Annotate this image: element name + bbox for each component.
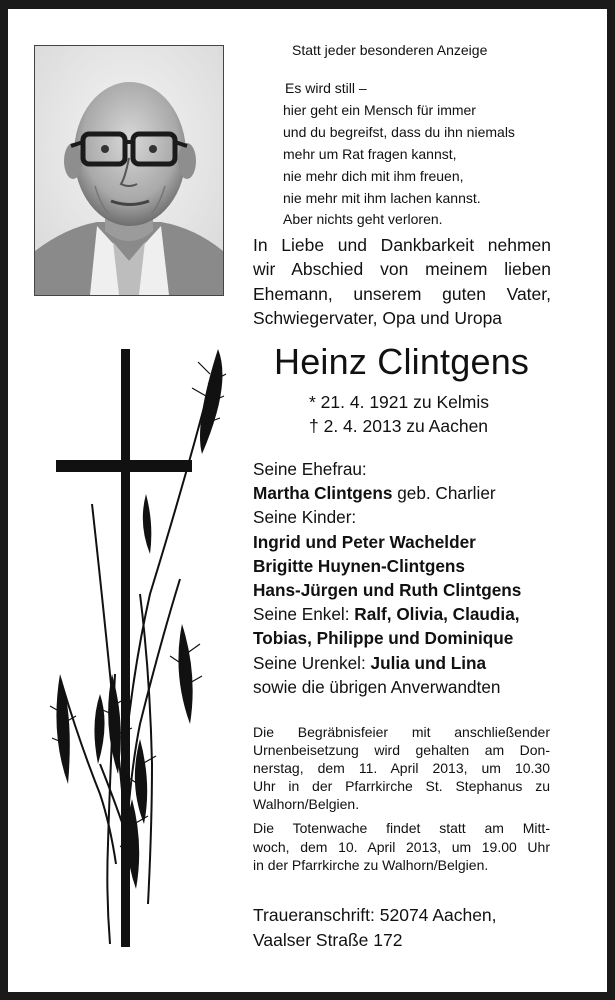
greatgrandchildren-label: Seine Urenkel: <box>253 652 366 673</box>
intro-line: In Liebe und Dankbarkeit nehmen <box>253 235 551 255</box>
deceased-name: Heinz Clintgens <box>274 341 530 382</box>
intro-line: Schwiegervater, Opa und Uropa <box>253 308 503 329</box>
funeral-line: Die Begräbnisfeier mit anschließender <box>253 724 550 740</box>
greatgrandchildren-entry <box>253 651 521 675</box>
child-entry: Brigitte Huynen-Clintgens <box>253 555 465 576</box>
grandchildren-names: Ralf, Olivia, Claudia, <box>354 604 520 625</box>
grandchildren-entry <box>253 602 521 626</box>
child-entry: Hans-Jürgen und Ruth Clintgens <box>253 580 522 601</box>
address-line-1: Traueranschrift: 52074 Aachen, <box>253 905 497 925</box>
portrait-image <box>35 46 223 295</box>
portrait-photo <box>34 45 224 296</box>
poem-line: hier geht ein Mensch für immer <box>283 101 476 118</box>
poem <box>283 78 515 231</box>
notice-header: Statt jeder besonderen Anzeige <box>292 42 488 58</box>
wife-label: Seine Ehefrau: <box>253 459 367 479</box>
wake-line: woch, dem 10. April 2013, um 19.00 Uhr <box>253 838 550 855</box>
poem-line: mehr um Rat fragen kannst, <box>283 145 457 162</box>
wake-line: in der Pfarrkirche zu Walhorn/Belgien. <box>253 856 489 873</box>
greatgrandchildren-names: Julia und Lina <box>370 652 487 673</box>
intro-line: Ehemann, unserem guten Vater, <box>253 283 551 304</box>
poem-line: nie mehr dich mit ihm freuen, <box>283 167 464 184</box>
service-info <box>253 723 550 874</box>
poem-line: nie mehr mit ihm lachen kannst. <box>283 189 481 206</box>
farewell-intro <box>253 233 551 331</box>
children-label: Seine Kinder: <box>253 507 357 528</box>
mourning-address <box>253 903 497 952</box>
poem-line: Es wird still – <box>285 80 367 96</box>
poem-line: Aber nichts geht verloren. <box>283 211 443 228</box>
birth-date: * 21. 4. 1921 zu Kelmis <box>309 392 489 412</box>
life-dates <box>309 390 489 438</box>
wife-name: Martha Clintgens <box>253 483 393 504</box>
address-line-2: Vaalser Straße 172 <box>253 929 403 950</box>
wife-entry <box>253 481 521 505</box>
child-entry: Ingrid und Peter Wachelder <box>253 531 476 552</box>
family-list <box>253 457 521 699</box>
poem-line: und du begreifst, dass du ihn niemals <box>283 123 515 140</box>
cross-wheat-illustration <box>40 344 230 949</box>
intro-line: wir Abschied von meinem lieben <box>253 259 551 280</box>
wake-line: Die Totenwache findet statt am Mitt- <box>253 820 550 837</box>
funeral-line: Uhr in der Pfarrkirche St. Stephanus zu <box>253 778 550 795</box>
funeral-line: nerstag, dem 11. April 2013, um 10.30 <box>253 760 550 777</box>
wife-maiden-name: geb. Charlier <box>397 483 496 504</box>
grandchildren-label: Seine Enkel: <box>253 604 350 625</box>
funeral-line: Walhorn/Belgien. <box>253 796 360 813</box>
death-date: † 2. 4. 2013 zu Aachen <box>309 416 489 436</box>
other-relatives: sowie die übrigen Anverwandten <box>253 676 501 697</box>
grandchildren-names-continued: Tobias, Philippe und Dominique <box>253 628 514 649</box>
funeral-line: Urnenbeisetzung wird gehalten am Don- <box>253 742 550 759</box>
